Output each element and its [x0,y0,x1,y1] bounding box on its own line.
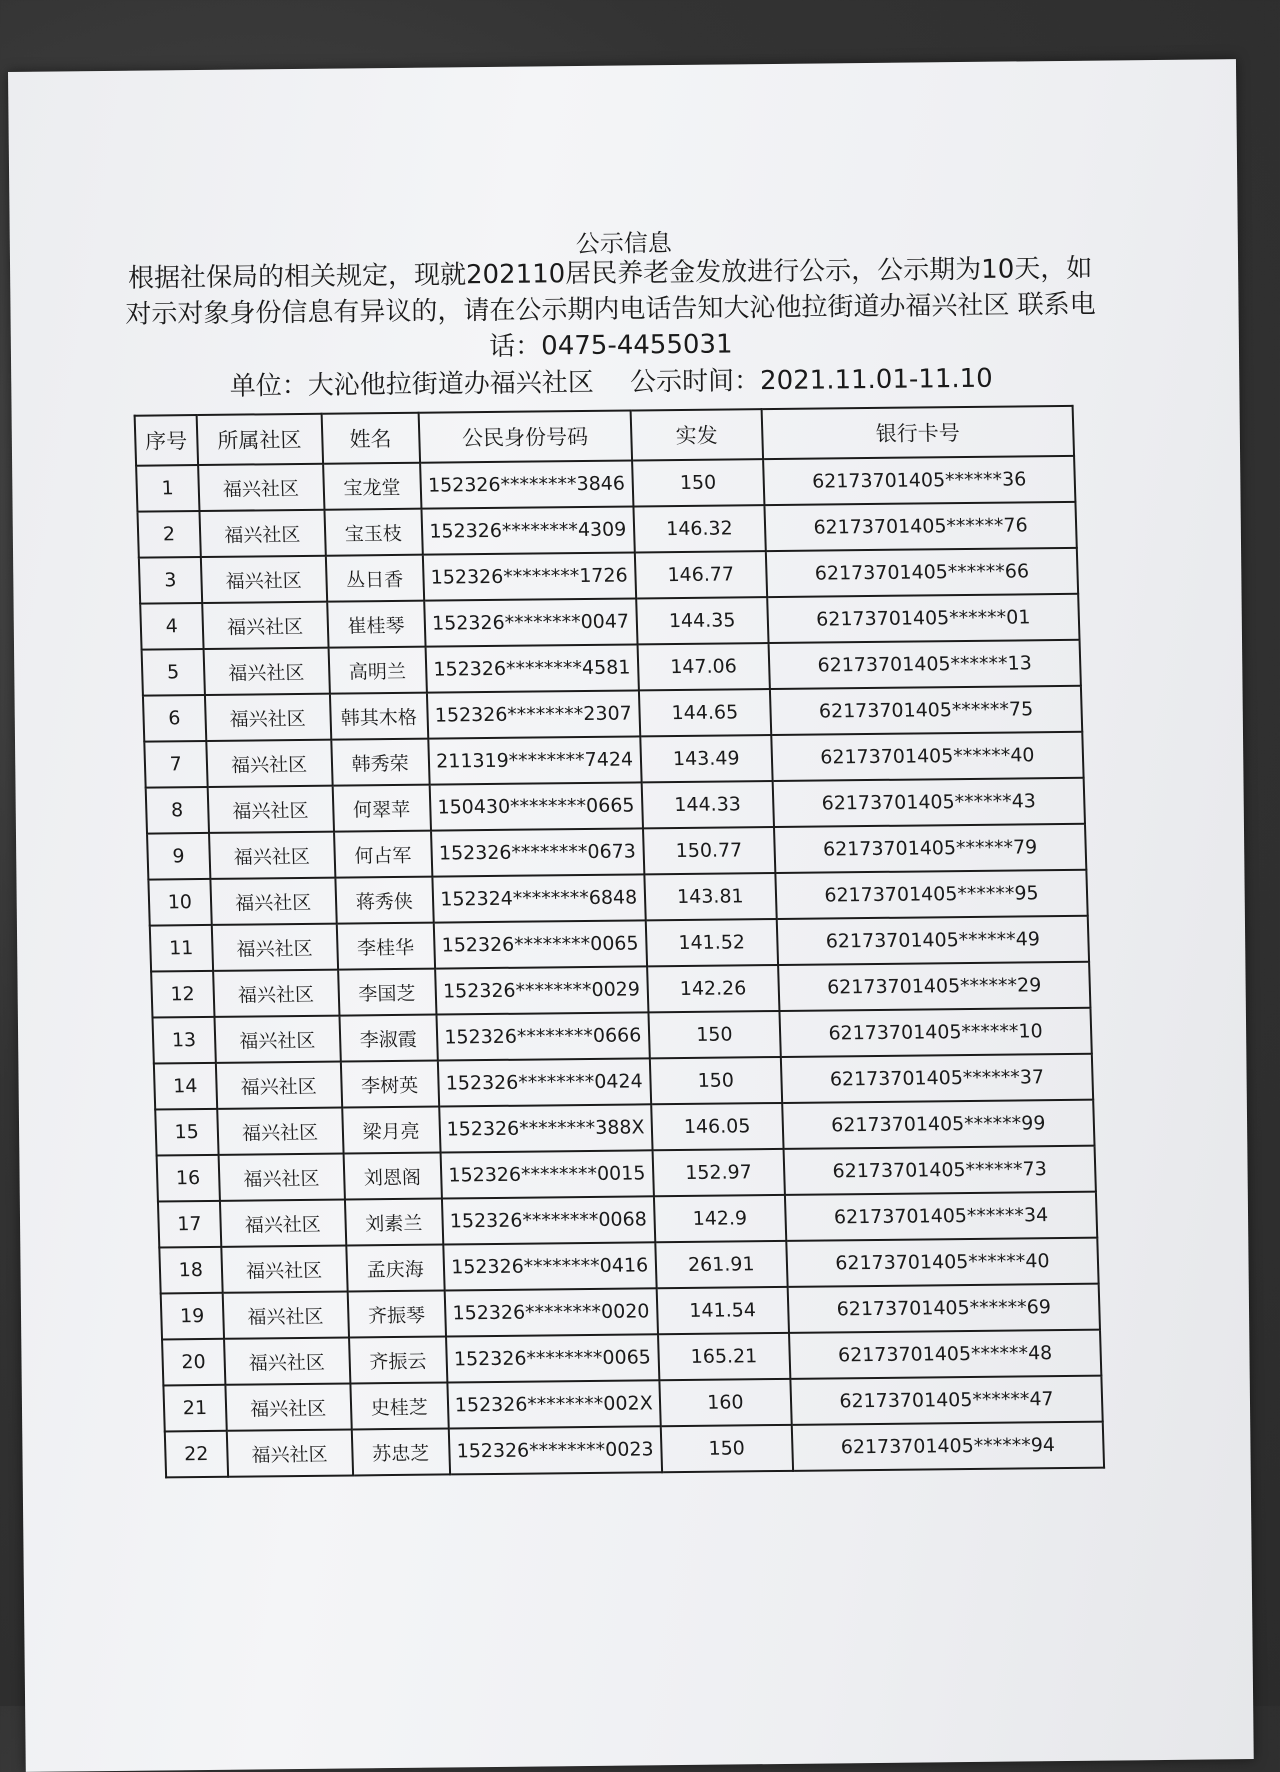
cell-bank-card: 62173701405******43 [773,778,1085,827]
cell-amount: 152.97 [652,1149,785,1196]
cell-name: 苏忠芝 [351,1428,450,1475]
cell-community: 福兴社区 [199,510,325,557]
cell-amount: 150.77 [643,827,776,874]
cell-seq: 14 [154,1063,217,1110]
cell-bank-card: 62173701405******73 [784,1146,1096,1195]
cell-amount: 150 [660,1425,793,1472]
cell-amount: 144.35 [636,597,769,644]
cell-bank-card: 62173701405******79 [774,824,1086,873]
cell-seq: 13 [152,1017,215,1064]
cell-id-number: 152326********0673 [431,828,644,876]
cell-amount: 165.21 [658,1333,791,1380]
cell-community: 福兴社区 [220,1200,346,1247]
cell-name: 韩其木格 [329,693,428,740]
header-id-number: 公民身份号码 [418,411,631,463]
cell-name: 史桂芝 [350,1382,449,1429]
cell-name: 李淑霞 [339,1015,438,1062]
header-community: 所属社区 [196,414,322,465]
cell-id-number: 152326********388X [439,1104,652,1152]
cell-amount: 146.77 [634,551,767,598]
cell-amount: 261.91 [655,1241,788,1288]
cell-community: 福兴社区 [213,970,339,1017]
cell-community: 福兴社区 [206,740,332,787]
cell-name: 丛日香 [325,555,424,602]
cell-seq: 12 [151,971,214,1018]
cell-community: 福兴社区 [202,602,328,649]
cell-seq: 21 [163,1385,226,1432]
cell-id-number: 152326********3846 [420,460,633,508]
cell-name: 何占军 [334,831,433,878]
cell-seq: 18 [159,1247,222,1294]
cell-amount: 146.32 [633,505,766,552]
header-name: 姓名 [321,413,420,464]
cell-bank-card: 62173701405******40 [786,1238,1098,1287]
cell-name: 宝玉枝 [324,509,423,556]
cell-bank-card: 62173701405******47 [790,1376,1102,1425]
cell-community: 福兴社区 [215,1062,341,1109]
cell-amount: 142.26 [647,965,780,1012]
cell-community: 福兴社区 [211,924,337,971]
cell-seq: 19 [161,1293,224,1340]
cell-seq: 1 [136,465,199,512]
cell-id-number: 152326********0666 [436,1012,649,1060]
cell-seq: 5 [142,649,205,696]
cell-amount: 142.9 [654,1195,787,1242]
cell-seq: 3 [139,557,202,604]
cell-amount: 150 [648,1011,781,1058]
cell-seq: 4 [140,603,203,650]
cell-bank-card: 62173701405******75 [770,686,1082,735]
cell-bank-card: 62173701405******01 [767,594,1079,643]
cell-amount: 147.06 [637,643,770,690]
cell-community: 福兴社区 [226,1429,352,1476]
cell-id-number: 152326********0029 [435,966,648,1014]
cell-name: 何翠苹 [332,785,431,832]
notice-paragraph: 根据社保局的相关规定，现就202110居民养老金发放进行公示，公示期为10天，如对示对象身份信息有异议的，请在公示期内电话告知大沁他拉街道办福兴社区 联系电话：0475-4455031 [125,253,1096,362]
cell-bank-card: 62173701405******69 [788,1284,1100,1333]
cell-community: 福兴社区 [207,786,333,833]
cell-seq: 15 [155,1109,218,1156]
header-bank-card: 银行卡号 [762,406,1075,459]
cell-community: 福兴社区 [222,1292,348,1339]
cell-bank-card: 62173701405******48 [789,1330,1101,1379]
header-seq: 序号 [135,415,198,466]
cell-id-number: 152326********0068 [442,1196,655,1244]
cell-seq: 8 [146,787,209,834]
cell-bank-card: 62173701405******49 [777,916,1089,965]
cell-community: 福兴社区 [205,694,331,741]
cell-bank-card: 62173701405******40 [771,732,1083,781]
cell-community: 福兴社区 [224,1338,350,1385]
cell-id-number: 150430********0665 [429,782,642,830]
pension-table [134,405,1106,1479]
cell-community: 福兴社区 [214,1016,340,1063]
cell-bank-card: 62173701405******29 [778,962,1090,1011]
cell-community: 福兴社区 [200,556,326,603]
cell-amount: 150 [632,459,765,506]
cell-id-number: 152326********002X [447,1380,660,1428]
cell-name: 李国芝 [338,969,437,1016]
cell-community: 福兴社区 [221,1246,347,1293]
cell-seq: 2 [137,511,200,558]
cell-bank-card: 62173701405******37 [781,1054,1093,1103]
cell-name: 梁月亮 [342,1107,441,1154]
cell-id-number: 152326********0015 [440,1150,653,1198]
cell-name: 高明兰 [328,647,427,694]
cell-seq: 10 [148,879,211,926]
cell-amount: 144.33 [641,781,774,828]
cell-name: 李树英 [340,1061,439,1108]
table-body [136,456,1104,1478]
cell-id-number: 152324********6848 [432,874,645,922]
cell-name: 齐振琴 [347,1290,446,1337]
cell-id-number: 211319********7424 [428,736,641,784]
cell-name: 崔桂琴 [327,601,426,648]
cell-seq: 6 [143,695,206,742]
cell-community: 福兴社区 [198,464,324,511]
cell-community: 福兴社区 [209,832,335,879]
cell-id-number: 152326********0065 [446,1334,659,1382]
cell-name: 刘素兰 [344,1199,443,1246]
cell-community: 福兴社区 [217,1108,343,1155]
cell-seq: 16 [157,1155,220,1202]
cell-bank-card: 62173701405******99 [782,1100,1094,1149]
cell-community: 福兴社区 [203,648,329,695]
cell-id-number: 152326********2307 [427,690,640,738]
cell-community: 福兴社区 [218,1154,344,1201]
cell-name: 宝龙堂 [323,463,422,510]
header-amount: 实发 [630,409,763,460]
cell-bank-card: 62173701405******94 [792,1422,1104,1471]
cell-id-number: 152326********0020 [444,1288,657,1336]
cell-seq: 7 [144,741,207,788]
cell-bank-card: 62173701405******34 [785,1192,1097,1241]
unit-label: 单位：大沁他拉街道办福兴社区 [229,367,594,402]
cell-bank-card: 62173701405******36 [763,456,1075,505]
cell-community: 福兴社区 [225,1383,351,1430]
cell-id-number: 152326********4309 [421,506,634,554]
cell-name: 刘恩阁 [343,1153,442,1200]
cell-name: 李桂华 [336,923,435,970]
cell-amount: 144.65 [639,689,772,736]
cell-bank-card: 62173701405******10 [779,1008,1091,1057]
cell-amount: 141.54 [656,1287,789,1334]
cell-amount: 150 [649,1057,782,1104]
cell-amount: 143.81 [644,873,777,920]
cell-bank-card: 62173701405******76 [764,502,1076,551]
cell-seq: 22 [165,1431,228,1478]
notice-paper [8,59,1254,1772]
cell-amount: 160 [659,1379,792,1426]
cell-seq: 17 [158,1201,221,1248]
cell-seq: 9 [147,833,210,880]
cell-amount: 146.05 [651,1103,784,1150]
cell-name: 孟庆海 [346,1245,445,1292]
cell-name: 蒋秀侠 [335,877,434,924]
cell-id-number: 152326********0047 [424,598,637,646]
cell-id-number: 152326********0023 [449,1426,662,1474]
cell-amount: 143.49 [640,735,773,782]
publish-time: 公示时间：2021.11.01-11.10 [629,363,993,398]
cell-id-number: 152326********1726 [423,552,636,600]
document-title: 公示信息 [575,229,672,259]
cell-bank-card: 62173701405******95 [775,870,1087,919]
cell-name: 齐振云 [349,1336,448,1383]
cell-amount: 141.52 [645,919,778,966]
cell-bank-card: 62173701405******13 [768,640,1080,689]
cell-seq: 11 [150,925,213,972]
cell-bank-card: 62173701405******66 [766,548,1078,597]
cell-id-number: 152326********0424 [438,1058,651,1106]
cell-id-number: 152326********0416 [443,1242,656,1290]
cell-community: 福兴社区 [210,878,336,925]
cell-id-number: 152326********4581 [425,644,638,692]
cell-seq: 20 [162,1339,225,1386]
cell-id-number: 152326********0065 [434,920,647,968]
cell-name: 韩秀荣 [331,739,430,786]
table-row [165,1422,1104,1478]
